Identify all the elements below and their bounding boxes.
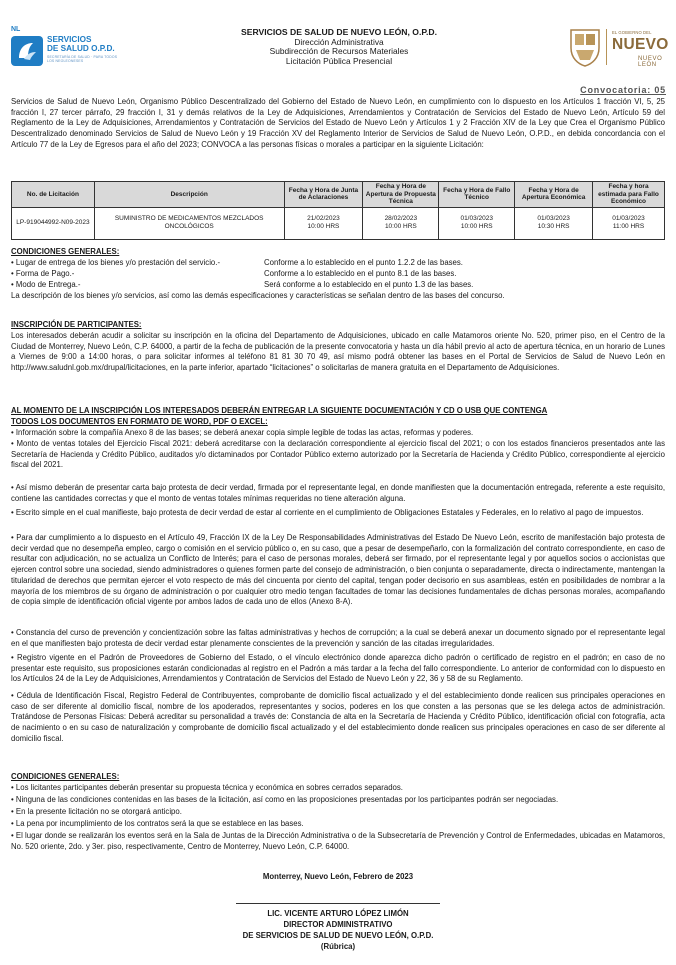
documentacion-item: • Escrito simple en el cual manifieste, bajo protesta de decir verdad de estar al corriente en el cumplimiento de Obligaciones Estatales y Federales, en lo relativo al pago de impuestos.	[11, 508, 644, 517]
organization-name: SERVICIOS DE SALUD DE NUEVO LEÓN, O.P.D.	[241, 27, 437, 37]
health-emblem-icon	[11, 36, 43, 66]
signer-organization: DE SERVICIOS DE SALUD DE NUEVO LEÓN, O.P.D.	[242, 931, 434, 940]
logo-brand-line-1: SERVICIOS	[47, 35, 92, 44]
condicion-item: • Ninguna de las condiciones contenidas en las bases de la licitación, así como en las proposiciones presentadas por los participantes podrán ser negociadas.	[11, 795, 559, 804]
header-line-2: Dirección Administrativa	[294, 36, 384, 47]
header-junta: Fecha y Hora de Junta de Aclaraciones	[284, 182, 363, 208]
condicion-value: Conforme a lo establecido en el punto 1.2.2 de las bases.	[264, 258, 463, 267]
condicion-item: • En la presente licitación no se otorgará anticipo.	[11, 807, 182, 816]
gobierno-nuevo-leon-logo	[566, 23, 670, 73]
condiciones-note: La descripción de los bienes y/o servicios, así como las demás especificaciones y características se señalan dentro de las bases del concurso.	[11, 291, 505, 300]
documentacion-heading-line-2: TODOS LOS DOCUMENTOS EN FORMATO DE WORD, PDF O EXCEL:	[11, 417, 268, 426]
cell-apertura-economica-date: 01/03/2023	[537, 215, 570, 223]
header-apertura-economica: Fecha y Hora de Apertura Económica	[515, 182, 593, 208]
cell-fallo-tecnico-date: 01/03/2023	[460, 215, 493, 223]
signer-name: LIC. VICENTE ARTURO LÓPEZ LIMÓN	[267, 909, 409, 918]
signer-title: DIRECTOR ADMINISTRATIVO	[283, 920, 393, 929]
cell-descripcion: SUMINISTRO DE MEDICAMENTOS MEZCLADOS ONCOLÓGICOS	[94, 207, 284, 239]
cell-fallo-tecnico	[439, 207, 515, 239]
logo-brand-line-2: DE SALUD O.P.D.	[47, 43, 115, 53]
cell-apertura-economica-time: 10:30 HRS	[537, 223, 570, 231]
signature-block	[0, 908, 676, 952]
header-fallo-economico: Fecha y hora estimada para Fallo Económico	[593, 182, 665, 208]
licitacion-table	[11, 181, 665, 240]
cell-apertura-tecnica-date: 28/02/2023	[384, 215, 418, 223]
header-numero: No. de Licitación	[12, 182, 95, 208]
condicion-item: • La pena por incumplimiento de los contratos será la que se establece en las bases.	[11, 819, 304, 828]
header-titles	[200, 28, 478, 66]
convocatoria-number: Convocatoria: 05	[580, 85, 666, 95]
table-row	[12, 207, 665, 239]
logo-small-text: EL GOBIERNO DEL	[612, 30, 652, 35]
cell-apertura-tecnica-time: 10:00 HRS	[384, 223, 417, 231]
place-date: Monterrey, Nuevo León, Febrero de 2023	[262, 872, 414, 881]
signature-line	[236, 903, 440, 904]
cell-numero: LP-919044992-N09-2023	[12, 207, 95, 239]
rubrica: (Rúbrica)	[320, 942, 356, 951]
inscripcion-body: Los interesados deberán acudir a solicitar su inscripción en la oficina del Departamento de Adquisiciones, ubicado en calle Matamoros oriente No. 520, primer piso, en el Centro de la Ciudad de Monterrey, Nuevo León, C.P. 64000, a partir de la fecha de publicación de la presente convocatoria y hasta un día hábil previo al acto de apertura técnica, en un horario de Lunes a Viernes de 9:00 a 14:00 horas, o para solicitar informes al teléfono 81 81 30 70 49, así mismo podrá obtener las bases en el Portal de Servicios de Salud de Nuevo León en http://www.saludnl.gob.mx/drupal/licitaciones, en la parte inferior, apartado “licitaciones” o solicitarlas de manera gratuita en el Departamento de Adquisiciones.	[11, 331, 665, 373]
documentacion-item: • Información sobre la compañía Anexo 8 de las bases; se deberá anexar copia simple legible de todas las actas, reformas y poderes.	[11, 428, 474, 437]
documentacion-item: • Registro vigente en el Padrón de Proveedores de Gobierno del Estado, o el vínculo electrónico donde aparezca dicho padrón o certificado de registro en el padrón; en caso de no presentar este requisito, sus proposiciones estarán condicionadas al registro en el Padrón a más tardar a la fecha del fallo correspondiente. Lo anterior de conformidad con lo dispuesto en los Artículos 24 de la Ley de Adquisiciones, Arrendamientos y Contratación de Servicios del Estado de Nuevo León y 22, 36 y 58 de su Reglamento.	[11, 653, 665, 684]
documentacion-heading-line-1: AL MOMENTO DE LA INSCRIPCIÓN LOS INTERESADOS DEBERÁN ENTREGAR LA SIGUIENTE DOCUMENTACIÓN Y CD O USB QUE CONTENGA	[11, 406, 548, 415]
inscripcion-heading: INSCRIPCIÓN DE PARTICIPANTES:	[11, 320, 142, 329]
cell-junta-date: 21/02/2023	[307, 215, 340, 223]
logo-separator	[606, 29, 607, 65]
documentacion-item: • Monto de ventas totales del Ejercicio Fiscal 2021: deberá acreditarse con la declaración correspondiente al ejercicio fiscal del 2021; o con los estados financieros presentados ante las Secretaría de Hacienda y Crédito Público, auditados y/o dictaminados por Contador Público externo autorizado por la Secretaría de Hacienda y Crédito Público, correspondiente al ejercicio fiscal del 2021.	[11, 439, 665, 470]
logo-brand	[47, 36, 115, 53]
logo-state-text: NUEVO LEÓN	[638, 56, 663, 68]
condicion-value: Será conforme a lo establecido en el punto 1.3 de las bases.	[264, 280, 474, 289]
cell-fallo-economico-time: 11:00 HRS	[612, 223, 645, 231]
cell-junta-time: 10:00 HRS	[307, 223, 340, 231]
servicios-de-salud-logo	[9, 26, 119, 72]
condicion-value: Conforme a lo establecido en el punto 8.1 de las bases.	[264, 269, 457, 278]
coat-of-arms-icon	[568, 26, 602, 68]
header-descripcion: Descripción	[94, 182, 284, 208]
intro-paragraph: Servicios de Salud de Nuevo León, Organismo Público Descentralizado del Gobierno del Estado de Nuevo León, en cumplimiento con lo dispuesto en los Artículos 1 fracción VI, 5, 25 fracción I, 27 tercer párrafo, 29 fracción I, 31 y demás relativos de la Ley de Adquisiciones, Arrendamientos y Contratación de Servicios del Estado de Nuevo León, Artículo 59 del Reglamento de la Ley de Adquisiciones, Arrendamientos y Contratación de Servicios del Estado de Nuevo León y Artículos 1 y 2 Fracción XIV de la Ley que Crea el Organismo Público Descentralizado denominado Servicios de Salud de Nuevo León y 19 Fracción XV del Reglamento Interior de Servicios de Salud de Nuevo León, O.P.D., en debida concordancia con el Artículo 77 de la Ley de Egresos para el año del 2023; CONVOCA a las personas físicas o morales a participar en la siguiente Licitación:	[11, 97, 665, 149]
cell-fallo-economico-date: 01/03/2023	[612, 215, 645, 223]
condicion-label: • Forma de Pago.-	[11, 269, 75, 278]
cell-fallo-economico	[593, 207, 665, 239]
logo-tagline: SECRETARÍA DE SALUD · PARA TODOS LOS NEOLEONESES	[47, 55, 118, 63]
nl-tag: NL	[11, 26, 21, 33]
condicion-item: • El lugar donde se realizarán los eventos será en la Sala de Juntas de la Dirección Administrativa o de la Subsecretaría de Prevención y Control de Enfermedades, ubicadas en Matamoros, No. 520 oriente, 2do. y 3er. piso, respectivamente, Centro de Monterrey, Nuevo León, C.P. 64000.	[11, 831, 665, 851]
cell-apertura-tecnica	[363, 207, 439, 239]
cell-junta	[284, 207, 363, 239]
cell-fallo-tecnico-time: 10:00 HRS	[460, 223, 493, 231]
condiciones-generales-heading: CONDICIONES GENERALES:	[11, 247, 120, 256]
condiciones-generales-2-heading: CONDICIONES GENERALES:	[11, 772, 120, 781]
condicion-label: • Modo de Entrega.-	[11, 280, 81, 289]
cell-apertura-economica	[515, 207, 593, 239]
document-header	[0, 20, 676, 80]
documentacion-item: • Así mismo deberán de presentar carta bajo protesta de decir verdad, firmada por el representante legal, en donde manifiesten que la documentación entregada, referente a este requisito, contiene las cantidades correctas y que el monto de ventas totales mínimas requeridas no tiene alteración alguna.	[11, 483, 665, 503]
condicion-item: • Los licitantes participantes deberán presentar su propuesta técnica y económica en sobres cerrados separados.	[11, 783, 403, 792]
logo-big-text: NUEVO	[612, 36, 669, 53]
condicion-label: • Lugar de entrega de los bienes y/o prestación del servicio.-	[11, 258, 221, 267]
header-fallo-tecnico: Fecha y Hora de Fallo Técnico	[439, 182, 515, 208]
documentacion-item: • Para dar cumplimiento a lo dispuesto en el Artículo 49, Fracción IX de la Ley De Responsabilidades Administrativas del Estado De Nuevo León, escrito de manifestación bajo protesta de decir verdad que no desempeña empleo, cargo o comisión en el servicio público o, en su caso, que a pesar de desempeñarlo, con la formalización del contrato correspondiente, en caso de resultar con adjudicación, no se actualiza un Conflicto de Interés; para el caso de personas morales, deberá ser firmado, por el representante legal y por aquellos socios o accionistas que ejercen control sobre una sociedad, siendo administradores o quienes formen parte del consejo de administración, o bien conjunta o separadamente, directa o indirectamente, mantengan la titularidad de derechos que permitan ejercer el voto respecto de más del cincuenta por ciento del capital, tengan poder decisorio en sus asambleas, estén en posibilidades de nombrar a la mayoría de los miembros de su órgano de administración o por cualquier otro medio tengan facultades de tomar las decisiones fundamentales de dichas personas morales, acompañando de copia simple de identificación oficial vigente por ambos lados de cada uno de ellos (Anexo 8-A).	[11, 533, 665, 607]
documentacion-item: • Constancia del curso de prevención y concientización sobre las faltas administrativas y hechos de corrupción; a la cual se deberá anexar un documento signado por el representante legal en el que manifiesten bajo protesta de decir verdad estar plenamente conscientes de la prevención y sanción de las citadas irregularidades.	[11, 628, 665, 648]
header-apertura-tecnica: Fecha y Hora de Apertura de Propuesta Técnica	[363, 182, 439, 208]
documentacion-item: • Cédula de Identificación Fiscal, Registro Federal de Contribuyentes, comprobante de domicilio fiscal actualizado y el del establecimiento donde realicen sus principales operaciones en caso de ser diferente al domicilio fiscal, nombre de los apoderados, representantes y socios, poderes en los que consten a las personas que se les delega actos de administración. Tratándose de Personas Físicas: Deberá acreditar su personalidad a través de: Constancia de alta en la Secretaría de Hacienda y Crédito Público, identificación oficial con fotografía, acta de nacimiento o en su caso de naturalización y comprobante de domicilio fiscal actualizado y el del establecimiento donde realicen sus principales operaciones en caso de ser diferente al domicilio fiscal.	[11, 691, 665, 743]
header-line-3: Subdirección de Recursos Materiales	[269, 46, 409, 57]
table-header-row	[12, 182, 665, 208]
header-line-4: Licitación Pública Presencial	[285, 55, 393, 66]
